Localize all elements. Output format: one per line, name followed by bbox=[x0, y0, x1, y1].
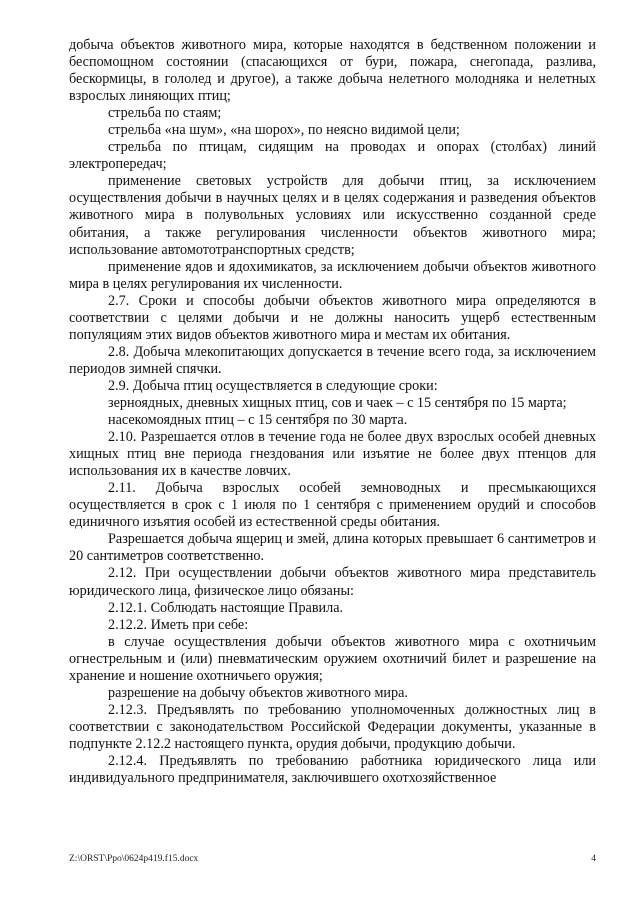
paragraph-firearms: в случае осуществления добычи объектов животного мира с охотничьим огнестрельным и (или) пневматическим оружием охотничий билет и разрешение на хранение и ношение охотничьего оружия; bbox=[69, 633, 596, 684]
paragraph-permit: разрешение на добычу объектов животного мира. bbox=[108, 684, 408, 701]
paragraph-2-12-4: 2.12.4. Предъявлять по требованию работника юридического лица или индивидуального предпринимателя, заключившего охотхозяйственное bbox=[69, 752, 596, 787]
document-body bbox=[69, 37, 596, 787]
paragraph-3: стрельба «на шум», «на шорох», по неясно видимой цели; bbox=[108, 122, 460, 139]
paragraph-lizards-snakes: Разрешается добыча ящериц и змей, длина которых превышает 6 сантиметров и 20 сантиметров соответственно. bbox=[69, 531, 596, 565]
file-path: Z:\ORST\Ppo\0624p419.f15.docx bbox=[69, 854, 199, 864]
paragraph-2-12: 2.12. При осуществлении добычи объектов животного мира представитель юридического лица, физическое лицо обязаны: bbox=[69, 565, 596, 599]
paragraph-2-8: 2.8. Добыча млекопитающих допускается в течение всего года, за исключением периодов зимней спячки. bbox=[69, 343, 596, 377]
paragraph-insectivorous: насекомоядных птиц – с 15 сентября по 30 марта. bbox=[108, 412, 408, 429]
paragraph-2-7: 2.7. Сроки и способы добычи объектов животного мира определяются в соответствии с целями добычи и не должны наносить ущерб естественным популяциям этих видов объектов животного мира и местам их обитания. bbox=[69, 292, 596, 343]
paragraph-2-9: 2.9. Добыча птиц осуществляется в следующие сроки: bbox=[108, 377, 438, 394]
paragraph-2: стрельба по стаям; bbox=[108, 105, 222, 122]
paragraph-granivorous: зерноядных, дневных хищных птиц, сов и чаек – с 15 сентября по 15 марта; bbox=[108, 394, 567, 411]
paragraph-2-12-2: 2.12.2. Иметь при себе: bbox=[108, 616, 249, 633]
paragraph-2-12-1: 2.12.1. Соблюдать настоящие Правила. bbox=[108, 599, 344, 616]
paragraph-2-10: 2.10. Разрешается отлов в течение года не более двух взрослых особей дневных хищных птиц вне периода гнездования или изъятие не более двух птенцов для использования их в качестве ловчих. bbox=[69, 429, 596, 480]
paragraph-5: применение световых устройств для добычи птиц, за исключением осуществления добычи в научных целях и в целях содержания и разведения объектов животного мира в полувольных условиях или искусственно созданной среде обитания, а также регулирования численности объектов животного мира; использование автомототранспортных средств; bbox=[69, 173, 596, 258]
paragraph-6: применение ядов и ядохимикатов, за исключением добычи объектов животного мира в целях регулирования их численности. bbox=[69, 258, 596, 292]
paragraph-2-12-3: 2.12.3. Предъявлять по требованию уполномоченных должностных лиц в соответствии с законодательством Российской Федерации документы, указанные в подпункте 2.12.2 настоящего пункта, орудия добычи, продукцию добычи. bbox=[69, 701, 596, 752]
paragraph-2-11: 2.11. Добыча взрослых особей земноводных и пресмыкающихся осуществляется в срок с 1 июля по 1 сентября с применением орудий и способов единичного изъятия особей из естественной среды обитания. bbox=[69, 480, 596, 531]
paragraph-1: добыча объектов животного мира, которые находятся в бедственном положении и беспомощном состоянии (спасающихся от бури, пожара, снегопада, разлива, бескормицы, в гололед и другое), а также добыча нелетного молодняка и нелетных взрослых линяющих птиц; bbox=[69, 37, 596, 105]
paragraph-4: стрельба по птицам, сидящим на проводах и опорах (столбах) линий электропередач; bbox=[69, 139, 596, 173]
page-number: 4 bbox=[591, 854, 596, 864]
